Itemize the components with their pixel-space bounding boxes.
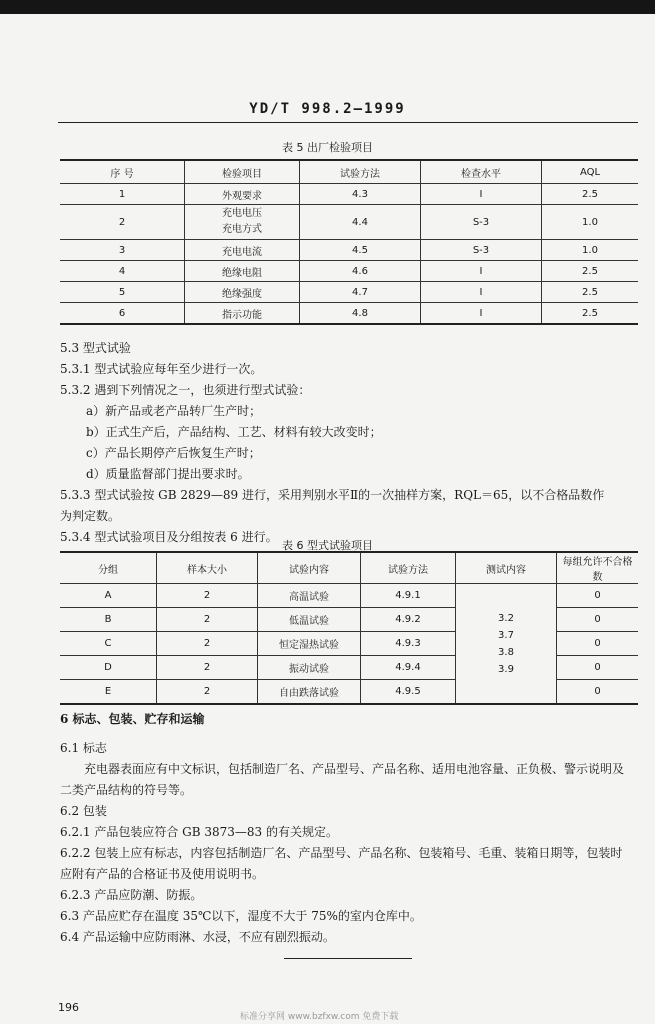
t5-aql: 2.5 — [542, 282, 639, 303]
section-6-2-title: 6.2 包装 — [60, 804, 107, 818]
t5-no: 6 — [60, 303, 185, 325]
t5-no: 3 — [60, 240, 185, 261]
t5-method: 4.4 — [300, 205, 421, 240]
table-row — [60, 184, 638, 205]
t6-content: 恒定湿热试验 — [258, 632, 361, 656]
t5-col-item: 检验项目 — [185, 160, 300, 184]
para-6-1-line1: 充电器表面应有中文标识，包括制造厂名、产品型号、产品名称、适用电池容量、正负极、警示说明及 — [84, 762, 625, 776]
t5-item: 充电电流 — [185, 240, 300, 261]
t5-aql: 2.5 — [542, 184, 639, 205]
standard-header: YD/T 998.2—1999 — [249, 101, 406, 117]
t5-no: 5 — [60, 282, 185, 303]
list-item-a: a）新产品或老产品转厂生产时； — [86, 404, 262, 418]
para-6-4: 6.4 产品运输中应防雨淋、水浸，不应有剧烈振动。 — [60, 930, 335, 944]
t6-size: 2 — [157, 632, 258, 656]
t6-group: B — [60, 608, 157, 632]
para-6-2-1: 6.2.1 产品包装应符合 GB 3873—83 的有关规定。 — [60, 825, 339, 839]
para-6-3: 6.3 产品应贮存在温度 35℃以下，湿度不大于 75%的室内仓库中。 — [60, 909, 422, 923]
table6 — [60, 551, 638, 705]
t5-aql: 1.0 — [542, 240, 639, 261]
t6-col-size: 样本大小 — [157, 552, 258, 584]
t6-group: D — [60, 656, 157, 680]
t5-level: Ⅰ — [421, 303, 542, 325]
t5-method: 4.8 — [300, 303, 421, 325]
list-item-d: d）质量监督部门提出要求时。 — [86, 467, 250, 481]
t6-size: 2 — [157, 608, 258, 632]
t6-col-group: 分组 — [60, 552, 157, 584]
t6-col-content: 试验内容 — [258, 552, 361, 584]
para-5-3-1: 5.3.1 型式试验应每年至少进行一次。 — [60, 362, 263, 376]
t6-col-allow: 每组允许不合格数 — [557, 552, 639, 584]
table5 — [60, 159, 638, 325]
t5-level: S-3 — [421, 240, 542, 261]
table-row — [60, 240, 638, 261]
t5-method: 4.3 — [300, 184, 421, 205]
t5-aql: 2.5 — [542, 261, 639, 282]
table5-caption: 表 5 出厂检验项目 — [282, 141, 373, 154]
section-6-1-title: 6.1 标志 — [60, 741, 107, 755]
t6-method: 4.9.3 — [361, 632, 456, 656]
t6-method: 4.9.1 — [361, 584, 456, 608]
t6-method: 4.9.2 — [361, 608, 456, 632]
end-rule — [284, 958, 412, 959]
t6-size: 2 — [157, 680, 258, 705]
t5-level: S-3 — [421, 205, 542, 240]
t5-item: 外观要求 — [185, 184, 300, 205]
para-6-1-line2: 二类产品结构的符号等。 — [60, 783, 193, 797]
t5-item: 充电电压 充电方式 — [185, 205, 300, 240]
table-row — [60, 282, 638, 303]
t6-content: 振动试验 — [258, 656, 361, 680]
t5-no: 4 — [60, 261, 185, 282]
t6-allow: 0 — [557, 608, 639, 632]
table6-caption: 表 6 型式试验项目 — [282, 539, 373, 552]
section-5-3-title: 5.3 型式试验 — [60, 341, 131, 355]
t6-allow: 0 — [557, 632, 639, 656]
t6-test-item: 3.9 — [498, 663, 514, 675]
t6-content: 高温试验 — [258, 584, 361, 608]
t6-allow: 0 — [557, 680, 639, 705]
t5-method: 4.5 — [300, 240, 421, 261]
t6-method: 4.9.4 — [361, 656, 456, 680]
t5-level: Ⅰ — [421, 282, 542, 303]
header-rule — [58, 122, 638, 123]
table6-header-row — [60, 552, 638, 584]
t5-aql: 2.5 — [542, 303, 639, 325]
table-row — [60, 303, 638, 325]
para-5-3-3-line1: 5.3.3 型式试验按 GB 2829—89 进行，采用判别水平Ⅱ的一次抽样方案，RQL＝65，以不合格品数作 — [60, 488, 605, 502]
t5-no: 1 — [60, 184, 185, 205]
t5-aql: 1.0 — [542, 205, 639, 240]
para-5-3-4: 5.3.4 型式试验项目及分组按表 6 进行。 — [60, 530, 278, 544]
t6-size: 2 — [157, 584, 258, 608]
list-item-b: b）正式生产后，产品结构、工艺、材料有较大改变时； — [86, 425, 382, 439]
scan-top-edge — [0, 0, 655, 14]
t5-method: 4.6 — [300, 261, 421, 282]
t6-col-tests: 测试内容 — [456, 552, 557, 584]
t6-size: 2 — [157, 656, 258, 680]
t5-col-method: 试验方法 — [300, 160, 421, 184]
t6-method: 4.9.5 — [361, 680, 456, 705]
t6-col-method: 试验方法 — [361, 552, 456, 584]
table5-header-row — [60, 160, 638, 184]
watermark: 标准分享网 www.bzfxw.com 免费下载 — [240, 1012, 399, 1022]
t6-content: 自由跌落试验 — [258, 680, 361, 705]
t6-test-item: 3.8 — [498, 646, 514, 658]
t6-allow: 0 — [557, 584, 639, 608]
t6-test-item: 3.7 — [498, 629, 514, 641]
t6-content: 低温试验 — [258, 608, 361, 632]
t6-tests-cell — [456, 584, 557, 705]
t5-no: 2 — [60, 205, 185, 240]
para-6-2-2-line1: 6.2.2 包装上应有标志，内容包括制造厂名、产品型号、产品名称、包装箱号、毛重、装箱日期等，包装时 — [60, 846, 623, 860]
t6-group: C — [60, 632, 157, 656]
t5-item: 指示功能 — [185, 303, 300, 325]
para-6-2-2-line2: 应附有产品的合格证书及使用说明书。 — [60, 867, 265, 881]
para-5-3-3-line2: 为判定数。 — [60, 509, 121, 523]
t5-method: 4.7 — [300, 282, 421, 303]
t5-col-level: 检查水平 — [421, 160, 542, 184]
t6-allow: 0 — [557, 656, 639, 680]
t5-item: 绝缘强度 — [185, 282, 300, 303]
t6-test-item: 3.2 — [498, 612, 514, 624]
list-item-c: c）产品长期停产后恢复生产时； — [86, 446, 261, 460]
t5-level: Ⅰ — [421, 184, 542, 205]
t6-group: E — [60, 680, 157, 705]
t6-group: A — [60, 584, 157, 608]
para-5-3-2: 5.3.2 遇到下列情况之一，也须进行型式试验： — [60, 383, 311, 397]
section-6-title: 6 标志、包装、贮存和运输 — [60, 712, 205, 726]
t5-level: Ⅰ — [421, 261, 542, 282]
t5-item: 绝缘电阻 — [185, 261, 300, 282]
para-6-2-3: 6.2.3 产品应防潮、防振。 — [60, 888, 203, 902]
page-number: 196 — [58, 1001, 79, 1014]
table-row — [60, 205, 638, 240]
t5-col-aql: AQL — [542, 160, 639, 184]
t5-col-no: 序 号 — [60, 160, 185, 184]
table-row — [60, 261, 638, 282]
table-row — [60, 584, 638, 608]
